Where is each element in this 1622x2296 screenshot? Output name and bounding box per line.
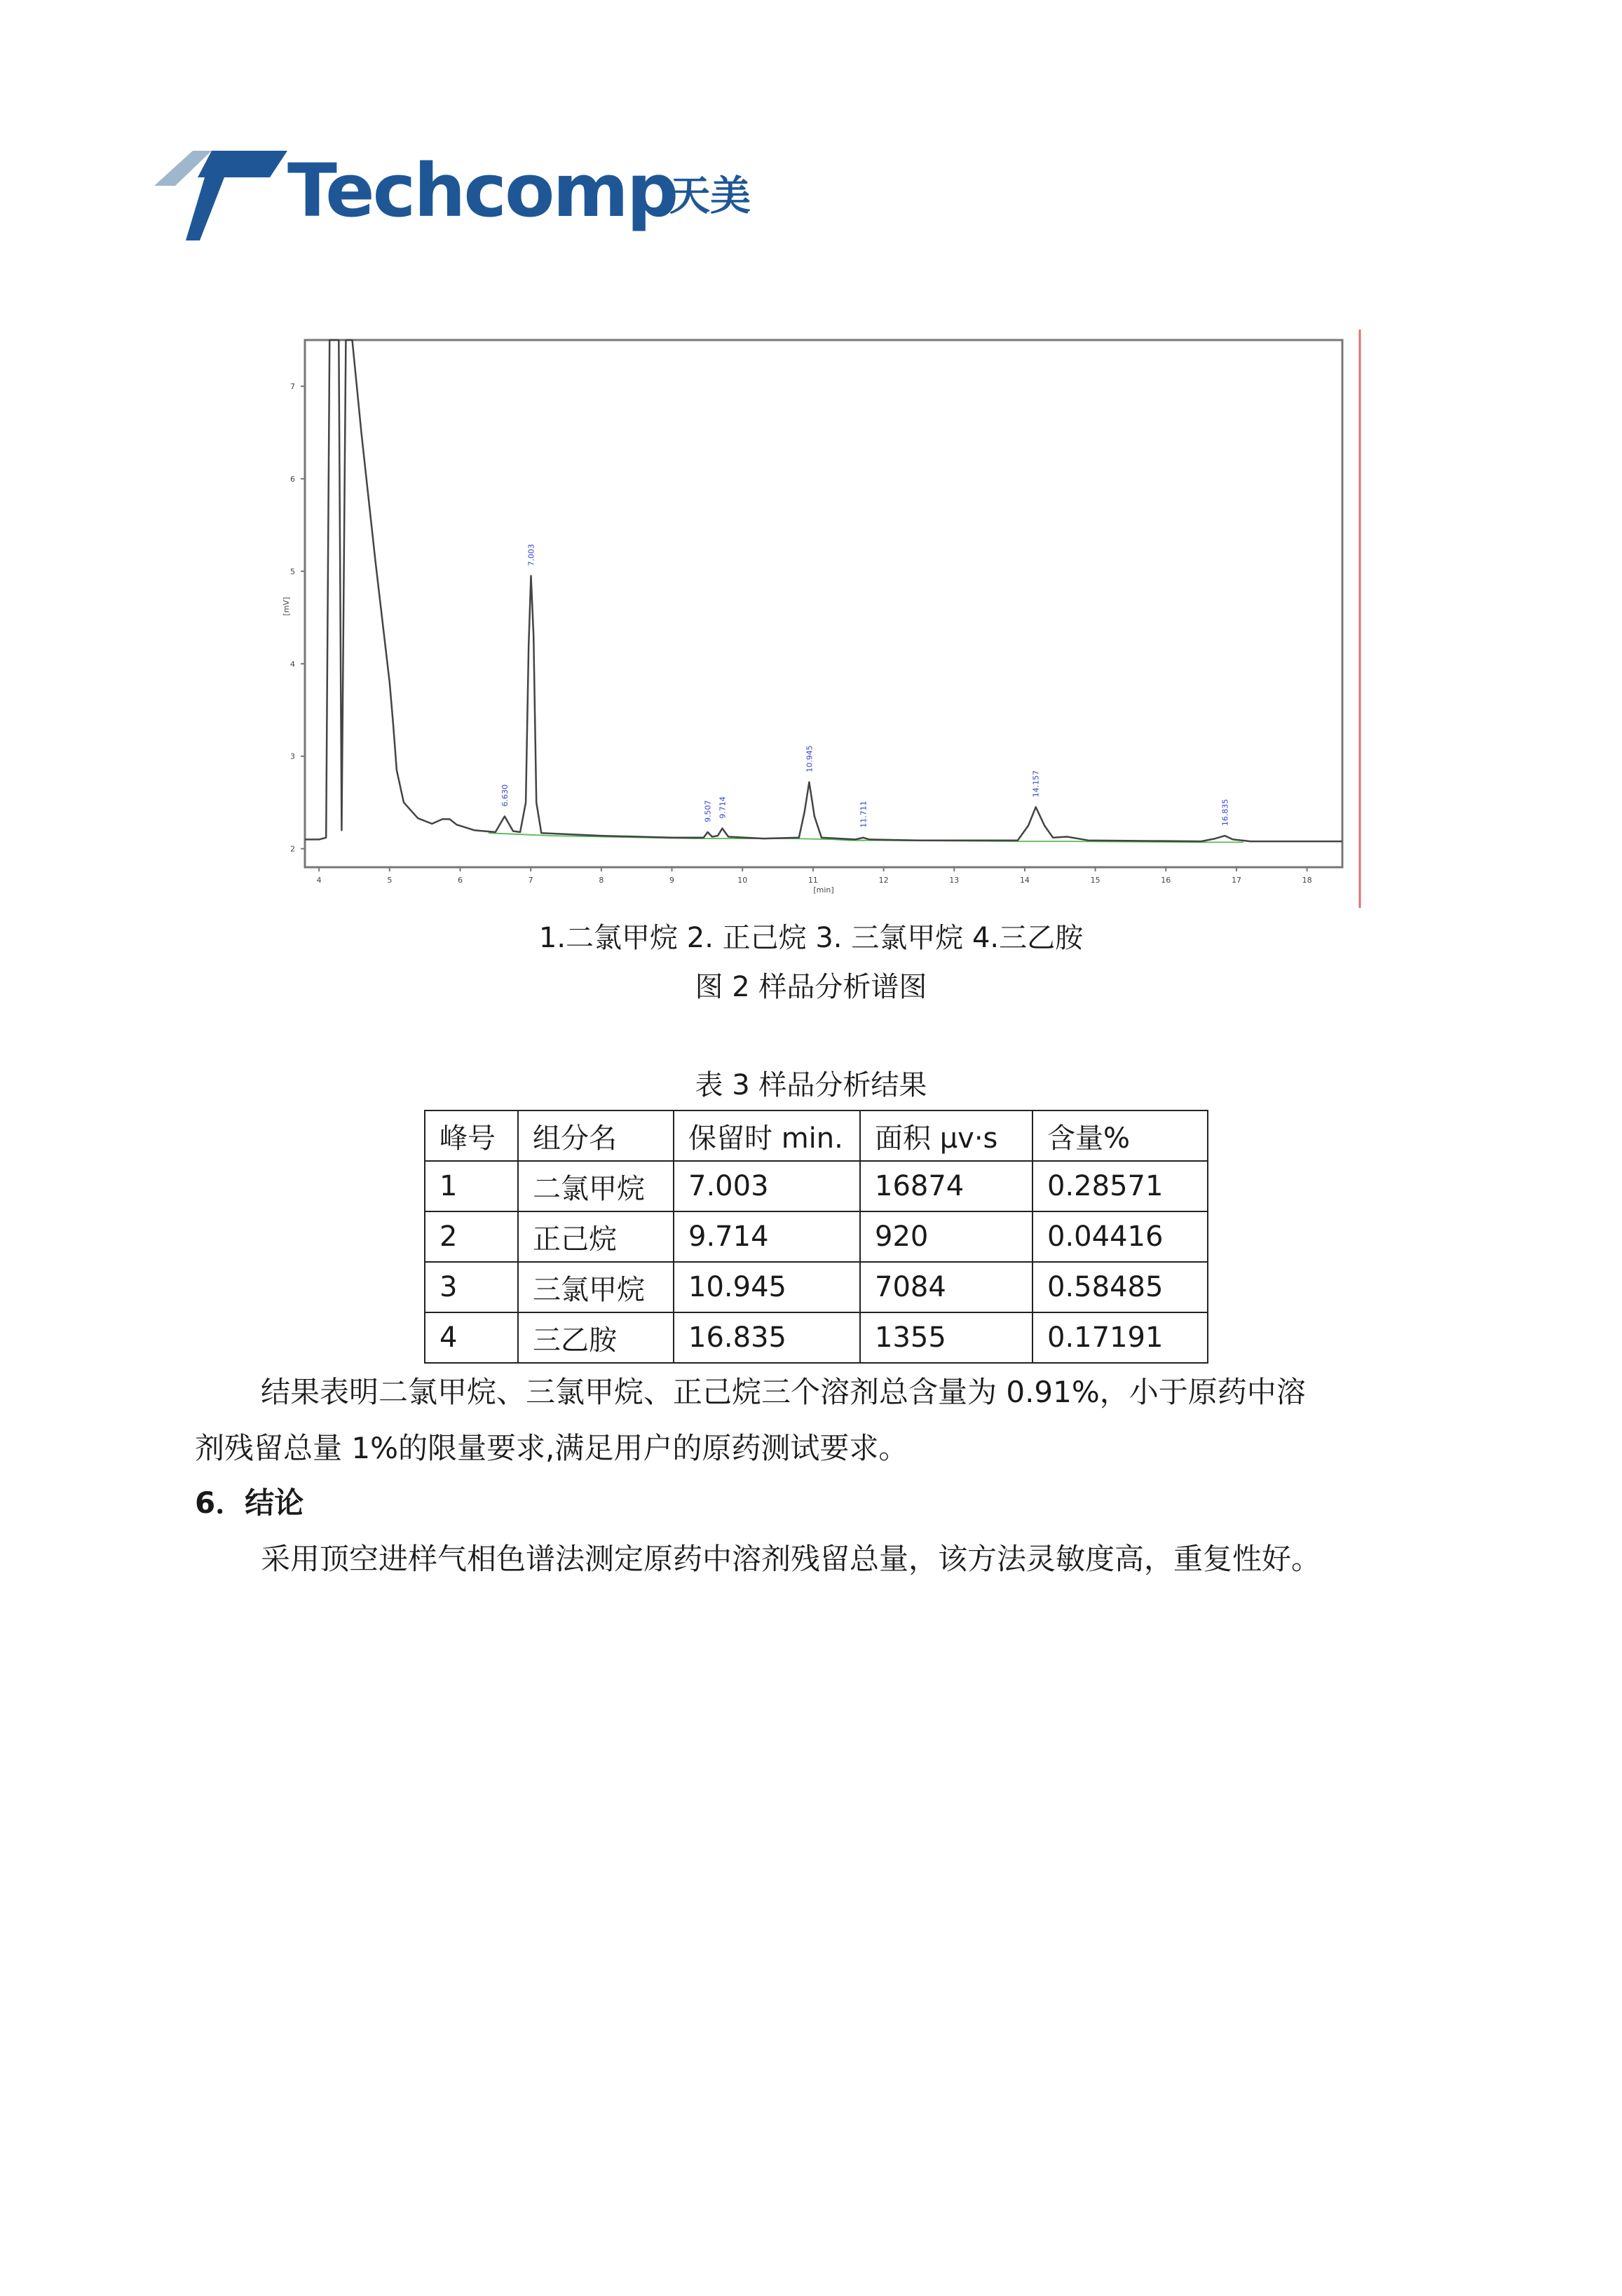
- x-tick-label: 9: [669, 876, 675, 885]
- result-paragraph-line2: 剂残留总量 1%的限量要求,满足用户的原药测试要求。: [195, 1431, 908, 1465]
- x-tick-label: 13: [949, 876, 960, 885]
- peak-label: 7.003: [526, 543, 536, 566]
- table-cell: 0.17191: [1033, 1312, 1208, 1363]
- table-cell: 三乙胺: [518, 1312, 674, 1363]
- logo-chinese-name: 天美: [669, 172, 751, 219]
- x-tick-label: 8: [599, 876, 604, 885]
- table-cell: 1355: [860, 1312, 1033, 1363]
- table-row: [425, 1312, 1208, 1363]
- chromatogram-svg: [266, 319, 1388, 915]
- header-cell: 面积 μv·s: [860, 1110, 1033, 1161]
- header-cell: 组分名: [518, 1110, 674, 1161]
- table-row: [425, 1211, 1208, 1262]
- x-tick-label: 14: [1019, 876, 1030, 885]
- table-cell: 9.714: [674, 1211, 860, 1262]
- table-cell: 二氯甲烷: [518, 1161, 674, 1211]
- header-cell: 峰号: [425, 1110, 518, 1161]
- x-tick-label: 16: [1161, 876, 1171, 885]
- header-cell: 含量%: [1033, 1110, 1208, 1161]
- y-tick-label: 7: [290, 381, 295, 391]
- section-heading-conclusion: 6．结论: [195, 1486, 304, 1520]
- table-cell: 0.58485: [1033, 1262, 1208, 1312]
- table-cell: 920: [860, 1211, 1033, 1262]
- table-cell: 7084: [860, 1262, 1033, 1312]
- peak-legend-caption: 1.二氯甲烷 2. 正己烷 3. 三氯甲烷 4.三乙胺: [538, 922, 1084, 954]
- x-axis-ticks: [317, 867, 1312, 885]
- peak-label: 6.630: [500, 784, 510, 807]
- table-row: [425, 1262, 1208, 1312]
- peak-label: 14.157: [1031, 770, 1041, 798]
- x-axis-label: [min]: [813, 885, 834, 895]
- peak-label: 16.835: [1220, 799, 1230, 827]
- y-tick-label: 4: [290, 659, 295, 669]
- x-tick-label: 7: [528, 876, 533, 885]
- y-tick-label: 3: [290, 752, 295, 761]
- y-axis-ticks: [290, 382, 305, 854]
- x-tick-label: 4: [316, 876, 322, 885]
- techcomp-logo-mark: [154, 151, 287, 242]
- header-cell: 保留时 min.: [674, 1110, 860, 1161]
- table-cell: 4: [425, 1312, 518, 1363]
- table-cell: 10.945: [674, 1262, 860, 1312]
- x-tick-label: 12: [878, 876, 889, 885]
- series-layer: [305, 340, 1342, 842]
- peak-label: 11.711: [859, 801, 868, 828]
- table-header-row: [425, 1110, 1208, 1161]
- y-axis-label: [mV]: [282, 597, 291, 616]
- x-tick-label: 17: [1231, 876, 1241, 885]
- peak-label: 9.507: [703, 800, 713, 822]
- conclusion-paragraph: 采用顶空进样气相色谱法测定原药中溶剂残留总量，该方法灵敏度高，重复性好。: [261, 1542, 1321, 1576]
- x-tick-label: 6: [457, 876, 463, 885]
- figure-caption: 图 2 样品分析谱图: [695, 971, 927, 1003]
- table-row: [425, 1161, 1208, 1211]
- y-tick-label: 6: [290, 474, 295, 484]
- chromatogram-chart: [266, 319, 1388, 915]
- table-cell: 2: [425, 1211, 518, 1262]
- table-cell: 16874: [860, 1161, 1033, 1211]
- results-table: [424, 1110, 1208, 1364]
- table-cell: 0.04416: [1033, 1211, 1208, 1262]
- x-tick-label: 10: [737, 876, 748, 885]
- peak-label: 9.714: [718, 796, 728, 819]
- table-cell: 正己烷: [518, 1211, 674, 1262]
- peak-label: 10.945: [805, 745, 815, 773]
- plot-frame: [305, 340, 1342, 867]
- table-cell: 7.003: [674, 1161, 860, 1211]
- table-cell: 1: [425, 1161, 518, 1211]
- table-cell: 三氯甲烷: [518, 1262, 674, 1312]
- table-cell: 3: [425, 1262, 518, 1312]
- y-tick-label: 5: [290, 566, 295, 576]
- x-tick-label: 11: [807, 876, 818, 885]
- techcomp-logo: [154, 147, 785, 245]
- logo-wordmark: Techcomp: [287, 148, 677, 233]
- peak-labels: [500, 544, 1230, 828]
- result-paragraph-line1: 结果表明二氯甲烷、三氯甲烷、正己烷三个溶剂总含量为 0.91%，小于原药中溶: [261, 1375, 1306, 1409]
- x-tick-label: 15: [1090, 876, 1100, 885]
- table-caption: 表 3 样品分析结果: [695, 1069, 927, 1101]
- table-cell: 16.835: [674, 1312, 860, 1363]
- x-tick-label: 18: [1302, 876, 1312, 885]
- table-cell: 0.28571: [1033, 1161, 1208, 1211]
- series-signal: [305, 340, 1342, 841]
- y-tick-label: 2: [290, 844, 295, 854]
- x-tick-label: 5: [387, 876, 393, 885]
